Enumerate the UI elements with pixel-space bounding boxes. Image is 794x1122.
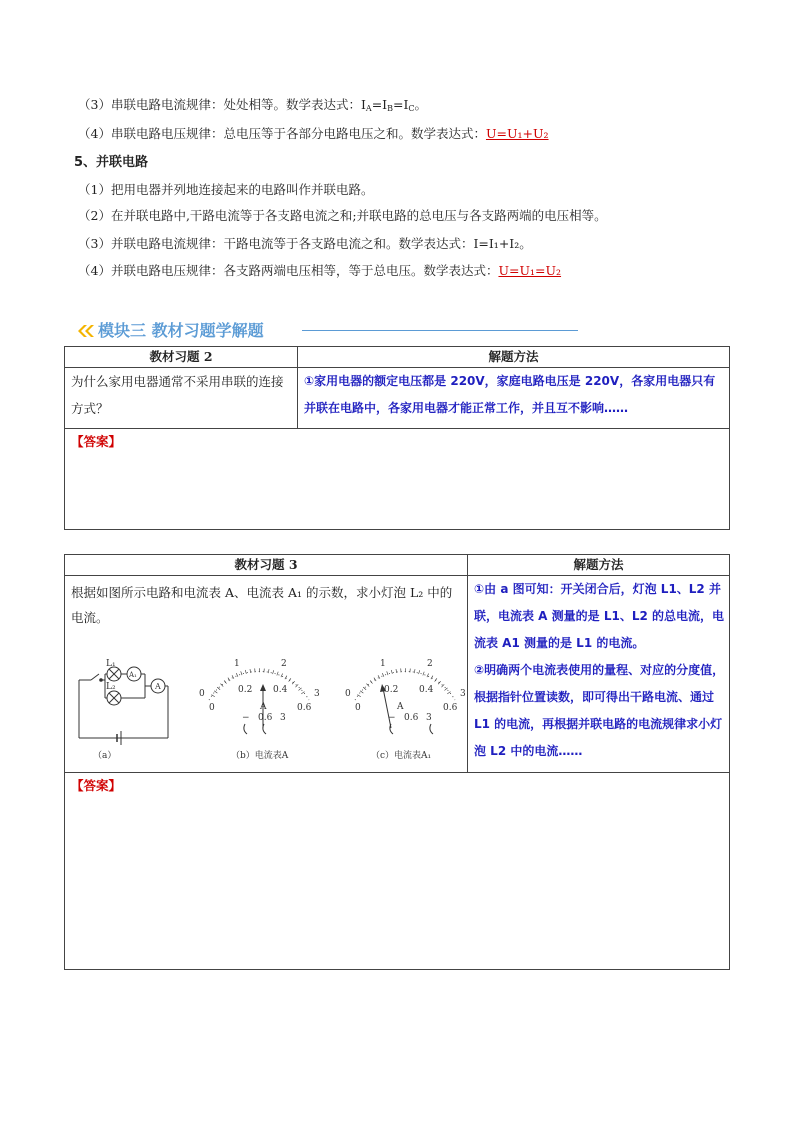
circuit-figure	[65, 658, 465, 770]
series-current-rule	[78, 95, 427, 113]
terminal-label: 0.6	[258, 713, 273, 723]
rule-text: （3）串联电路电流规律：处处相等。数学表达式：I	[78, 97, 366, 112]
caption-c: （c）电流表A₁	[371, 751, 432, 761]
scale-tick: 0.6	[443, 703, 458, 713]
parallel-voltage-rule	[78, 261, 561, 279]
formula: U=U₁+U₂	[485, 126, 549, 141]
ammeter-a1-label: A₁	[129, 671, 137, 679]
double-chevron-icon	[76, 321, 96, 341]
exercise-3-method	[468, 576, 730, 773]
meter-unit: A	[397, 702, 404, 712]
terminal-label: 0.6	[404, 713, 419, 723]
rule-text: 。	[414, 97, 428, 112]
formula: U=U₁=U₂	[498, 263, 562, 278]
terminal-label: −	[242, 713, 250, 723]
exercise-3-question: 根据如图所示电路和电流表 A、电流表 A₁ 的示数，求小灯泡 L₂ 中的电流。	[71, 585, 453, 625]
scale-tick: 0.4	[419, 685, 434, 695]
subscript: B	[387, 104, 393, 113]
rule-text: （4）串联电路电压规律：总电压等于各部分电路电压之和。数学表达式：	[78, 126, 486, 141]
scale-tick: 2	[427, 659, 433, 669]
method-header: 解题方法	[468, 555, 730, 576]
scale-tick: 2	[281, 659, 287, 669]
rule-text: =I	[371, 97, 388, 112]
answer-label: 【答案】	[71, 778, 122, 793]
scale-tick: 3	[314, 689, 320, 699]
exercise-2-question: 为什么家用电器通常不采用串联的连接方式？	[65, 368, 298, 429]
parallel-current-rule: （3）并联电路电流规律：干路电流等于各支路电流之和。数学表达式：I=I₁+I₂。	[78, 236, 532, 251]
parallel-definition: （1）把用电器并列地连接起来的电路叫作并联电路。	[78, 182, 374, 197]
answer-label: 【答案】	[71, 434, 122, 449]
scale-tick: 1	[380, 659, 386, 669]
scale-tick: 0.4	[273, 685, 288, 695]
ammeter-a1-dial	[345, 659, 466, 761]
exercise-3-table	[64, 554, 730, 970]
caption-b: （b）电流表A	[231, 751, 289, 761]
scale-tick: 0	[199, 689, 205, 699]
module-title: 模块三 教材习题学解题	[98, 321, 264, 340]
circuit-diagram	[79, 667, 168, 745]
ammeter-a-dial	[199, 659, 320, 761]
method-step-2: ②明确两个电流表使用的量程、对应的分度值，根据指针位置读数，即可得出干路电流、通过 L1 的电流，再根据并联电路的电流规律求小灯泡 L2 中的电流……	[474, 663, 725, 758]
series-voltage-rule	[78, 124, 549, 142]
module-heading	[76, 318, 586, 342]
ammeter-a-label: A	[155, 682, 161, 691]
subscript: A	[365, 104, 372, 113]
parallel-description: （2）在并联电路中,干路电流等于各支路电流之和;并联电路的总电压与各支路两端的电压相等。	[78, 208, 607, 223]
exercise-2-table	[64, 346, 730, 530]
method-header: 解题方法	[298, 347, 730, 368]
scale-tick: 0.2	[384, 685, 399, 695]
terminal-label: −	[388, 713, 396, 723]
lamp-l1-label: L₁	[106, 659, 116, 669]
exercise-2-answer	[65, 429, 730, 530]
exercise-3-question-cell	[65, 576, 468, 773]
exercise-2-title: 教材习题 2	[65, 347, 298, 368]
terminal-label: 3	[280, 713, 286, 723]
exercise-3-answer	[65, 773, 730, 970]
scale-tick: 1	[234, 659, 240, 669]
subscript: C	[408, 104, 415, 113]
scale-tick: 0	[209, 703, 215, 713]
scale-tick: 0.2	[238, 685, 253, 695]
caption-a: （a）	[93, 751, 117, 761]
meter-unit: A	[260, 702, 267, 712]
scale-tick: 0	[345, 689, 351, 699]
rule-text: =I	[393, 97, 409, 112]
scale-tick: 0	[355, 703, 361, 713]
method-step-1: ①由 a 图可知：开关闭合后，灯泡 L1、L2 并联，电流表 A 测量的是 L1、L2 的总电流，电流表 A1 测量的是 L1 的电流。	[474, 582, 724, 650]
scale-tick: 3	[460, 689, 466, 699]
exercise-2-method: ①家用电器的额定电压都是 220V，家庭电路电压是 220V，各家用电器只有并联在电路中，各家用电器才能正常工作，并且互不影响……	[298, 368, 730, 429]
section-heading: 5、并联电路	[74, 155, 149, 170]
divider	[302, 330, 578, 331]
lamp-l2-label: L₂	[106, 682, 116, 692]
scale-tick: 0.6	[297, 703, 312, 713]
terminal-label: 3	[426, 713, 432, 723]
rule-text: （4）并联电路电压规律：各支路两端电压相等，等于总电压。数学表达式：	[78, 263, 499, 278]
exercise-3-title: 教材习题 3	[65, 555, 468, 576]
